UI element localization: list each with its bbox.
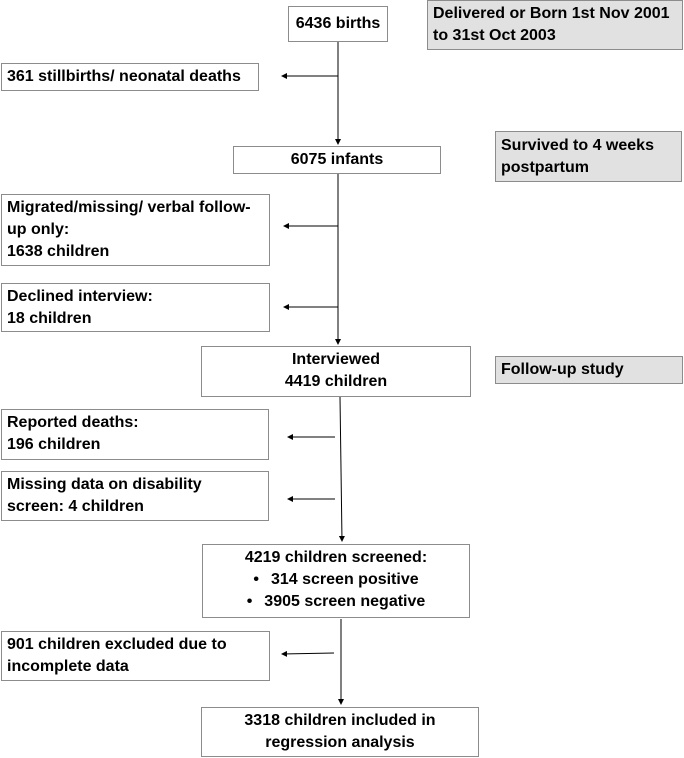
stage-delivered-label [427,0,683,50]
deaths-line1: Reported deaths: [7,414,139,431]
interviewed-line1: Interviewed [291,351,381,368]
screened-bullets [203,569,469,613]
excluded-box [1,631,270,681]
screened-box [202,544,470,618]
declined-line2: 18 children [7,310,92,327]
survived-line1: Survived to 4 weeks [501,137,654,154]
stage-survived-label [495,131,682,182]
included-line1: 3318 children included in [244,712,436,729]
declined-line1: Declined interview: [7,288,153,305]
stillbirths-box [1,63,259,91]
followup-label: Follow-up study [501,361,624,378]
declined-box [1,283,270,332]
screened-positive-text: 314 screen positive [270,571,419,588]
interviewed-line2: 4419 children [284,373,388,390]
screened-bullet-positive: • 314 screen positive [253,571,419,588]
stage-followup-label [495,356,683,384]
missing-disability-line2: screen: 4 children [7,498,144,515]
migrated-box [1,194,270,266]
infants-label: 6075 infants [290,151,384,168]
screened-bullet-negative: • 3905 screen negative [246,593,426,610]
arrow-to-excluded [282,653,334,654]
interviewed-box [201,346,471,397]
missing-disability-line1: Missing data on disability [7,476,202,493]
migrated-line3: 1638 children [7,243,110,260]
deaths-line2: 196 children [7,436,101,453]
migrated-line2: up only: [7,221,70,238]
births-box [288,6,388,42]
missing-disability-box [1,471,269,521]
arrow-interviewed-to-screened [340,397,342,541]
delivered-line1: Delivered or Born 1st Nov 2001 [433,5,670,22]
included-box [201,707,479,757]
delivered-line2: to 31st Oct 2003 [433,27,556,44]
deaths-box [1,409,269,460]
excluded-line1: 901 children excluded due to [7,636,227,653]
stillbirths-label: 361 stillbirths/ neonatal deaths [7,68,241,85]
included-line2: regression analysis [265,734,415,751]
survived-line2: postpartum [501,159,589,176]
excluded-line2: incomplete data [7,658,129,675]
births-label: 6436 births [295,15,381,32]
migrated-line1: Migrated/missing/ verbal follow- [7,199,251,216]
screened-negative-text: 3905 screen negative [264,593,426,610]
screened-title: 4219 children screened: [244,549,428,566]
infants-box [233,146,441,174]
